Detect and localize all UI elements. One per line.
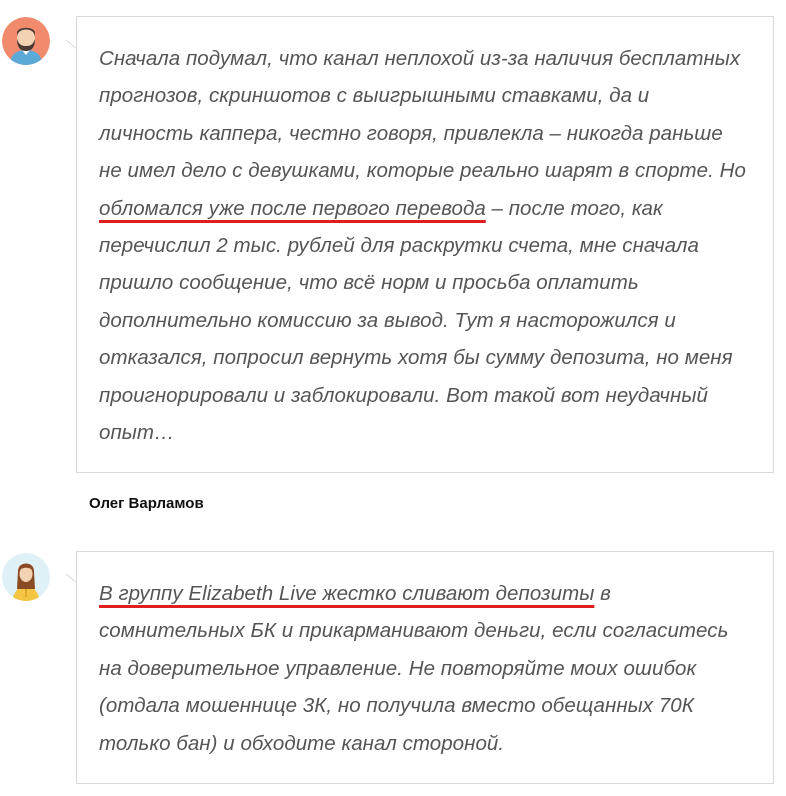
comment-text xyxy=(77,17,773,451)
highlighted-phrase: В группу Elizabeth Live жестко сливают депозиты xyxy=(99,582,595,605)
comment-text-end: – после того, как перечислил 2 тыс. рублей для раскрутки счета, мне сначала пришло сообщение, что всё норм и просьба оплатить дополнительно комиссию за вывод. Тут я насторожился и отказался, попросил вернуть хотя бы сумму депозита, но меня проигнорировали и заблокировали. Вот такой вот неудачный опыт… xyxy=(99,196,733,445)
bubble-pointer xyxy=(62,36,78,52)
comment-author-name[interactable]: Олег Варламов xyxy=(89,495,204,512)
bubble-pointer xyxy=(62,570,78,586)
comment-bubble xyxy=(76,551,774,784)
comment-bubble xyxy=(76,16,774,473)
comment-text xyxy=(77,552,773,762)
comment-text-end: в сомнительных БК и прикарманивают деньги, если согласитесь на доверительное управление. Не повторяйте моих ошибок (отдала мошеннице 3К, но получила вместо обещанных 70К только бан) и обходите канал стороной. xyxy=(99,582,729,755)
highlighted-phrase: обломался уже после первого перевода xyxy=(99,196,486,220)
male-avatar-icon xyxy=(2,17,50,65)
female-avatar-icon xyxy=(2,553,50,601)
bubble-arrow xyxy=(76,17,96,57)
comment-text-start: Сначала подумал, что канал неплохой из-за наличия бесплатных прогнозов, скриншотов с выигрышными ставками, да и личность каппера, честно говоря, привлекла – никогда раньше не имел дело с девушками, которые реально шарят в спорте. Но xyxy=(99,47,746,183)
